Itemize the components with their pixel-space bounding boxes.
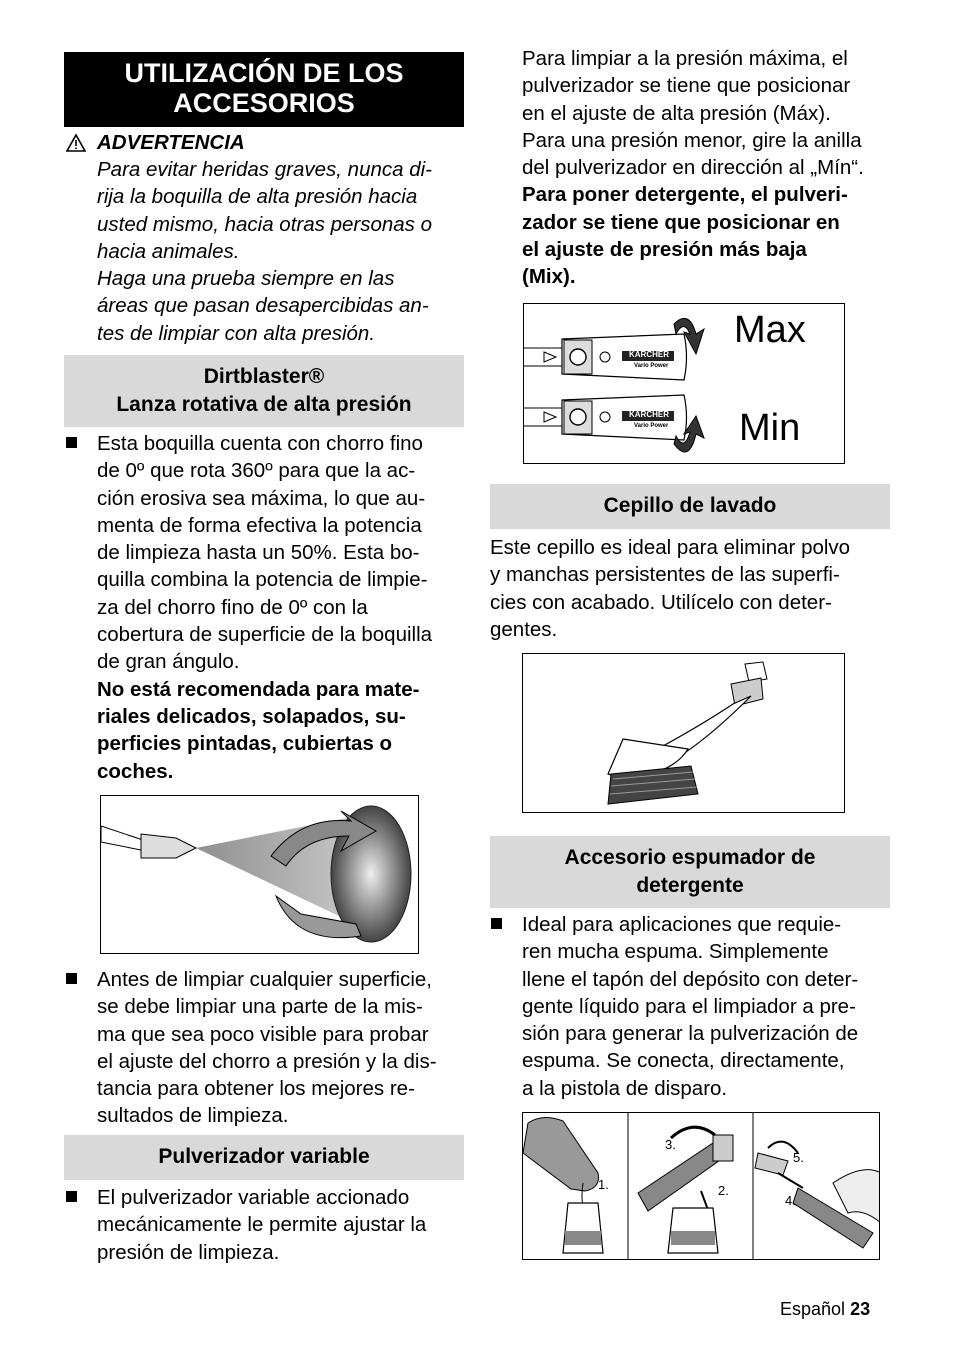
max-label: Max [734,309,806,351]
pressure-text [522,45,864,291]
heading-line: Dirtblaster® [203,365,325,388]
text-line: Esta boquilla cuenta con chorro fino [97,432,423,455]
text-line: cies con acabado. Utilícelo con deter- [490,590,832,614]
step-label-5: 5. [793,1150,804,1165]
bullet-marker [491,918,502,929]
text-line: de 0º que rota 360º para que la ac- [97,459,416,483]
step-label-2: 2. [718,1183,729,1198]
text-line: sión para generar la pulverización de [522,1022,859,1046]
dirtblaster-heading [64,355,464,427]
brush-text [490,534,850,643]
text-line: quilla combina la potencia de limpie- [97,568,428,592]
text-line: tes de limpiar con alta presión. [97,321,376,345]
step-label-3: 3. [665,1137,676,1152]
text-line-bold: No está recomendada para mate- [97,677,420,701]
dirtblaster-text [97,430,432,785]
text-line-bold: el ajuste de presión más baja [522,238,807,262]
text-line: áreas que pasan desapercibidas an- [97,294,429,318]
text-line: en el ajuste de alta presión (Máx). [522,101,831,125]
brand-subtitle: Vario Power [634,363,669,369]
page-number: 23 [850,1299,871,1319]
text-line-bold: Para poner detergente, el pulveri- [522,183,848,207]
foam-nozzle-figure [522,1112,880,1260]
text-line-bold: zador se tiene que posicionar en [522,210,840,234]
text-line: del pulverizador en dirección al „Mín“. [522,156,864,180]
text-line-bold: perficies pintadas, cubiertas o [97,732,393,756]
step-label-4: 4. [785,1193,796,1208]
text-line: Para una presión menor, gire la anilla [522,128,862,152]
text-line: za del chorro fino de 0º con la [97,595,368,619]
bullet-marker [66,973,77,984]
variable-text [97,1184,426,1266]
foam-heading [490,836,890,908]
warning-icon [66,133,86,153]
step-label-1: 1. [598,1177,609,1192]
text-line-bold: riales delicados, solapados, su- [97,704,406,728]
text-line: ren mucha espuma. Simplemente [522,940,829,964]
variable-heading: Pulverizador variable [64,1135,464,1180]
main-title [64,52,464,127]
bullet-marker [66,1191,77,1202]
text-line: a la pistola de disparo. [522,1076,728,1100]
text-line: Ideal para aplicaciones que requie- [522,913,842,936]
text-line: de gran ángulo. [97,650,240,674]
text-line: ma que sea poco visible para probar [97,1022,429,1046]
test-area-text [97,966,437,1130]
brand-logo: KÄRCHER [629,350,669,359]
text-line: pulverizador se tiene que posicionar [522,74,851,98]
heading-line: Accesorio espumador de [564,846,816,869]
heading-line: Lanza rotativa de alta presión [116,393,412,416]
text-line: Haga una prueba siempre en las [97,267,395,291]
text-line-bold: coches. [97,759,174,783]
text-line: gente líquido para el limpiador a pre- [522,994,856,1018]
text-line: ción erosiva sea máxima, lo que au- [97,486,426,510]
text-line: el ajuste del chorro a presión y la dis- [97,1049,437,1073]
text-line: Este cepillo es ideal para eliminar polvo [490,536,851,559]
text-line: y manchas persistentes de las superfi- [490,563,840,587]
text-line: Antes de limpiar cualquier superficie, [97,968,432,991]
min-label: Min [739,407,801,449]
brand-subtitle: Vario Power [634,423,669,429]
text-line: menta de forma efectiva la potencia [97,513,422,537]
text-line: Para limpiar a la presión máxima, el [522,47,848,70]
warning-text-1 [97,156,432,347]
text-line-bold: (Mix). [522,265,576,289]
dirtblaster-figure [100,795,419,954]
wash-brush-figure [522,653,845,813]
text-line: se debe limpiar una parte de la mis- [97,995,423,1019]
text-line: llene el tapón del depósito con deter- [522,967,859,991]
text-line: tancia para obtener los mejores re- [97,1077,415,1101]
main-title-line: ACCESORIOS [173,88,355,118]
text-line: El pulverizador variable accionado [97,1186,410,1209]
text-line: cobertura de superficie de la boquilla [97,623,433,647]
text-line: espuma. Se conecta, directamente, [522,1049,845,1073]
brush-heading: Cepillo de lavado [490,484,890,529]
text-line: sultados de limpieza. [97,1104,289,1128]
text-line: gentes. [490,617,558,641]
main-title-line: UTILIZACIÓN DE LOS [124,58,404,88]
brand-logo: KÄRCHER [629,410,669,419]
text-line: usted mismo, hacia otras personas o [97,212,432,236]
text-line: hacia animales. [97,239,240,263]
text-line: mecánicamente le permite ajustar la [97,1213,427,1237]
text-line: Para evitar heridas graves, nunca di- [97,158,433,181]
page-footer [780,1298,870,1320]
text-line: rija la boquilla de alta presión hacia [97,185,418,209]
warning-title: ADVERTENCIA [97,131,245,154]
foam-text [522,911,858,1102]
text-line: presión de limpieza. [97,1240,280,1264]
bullet-marker [66,437,77,448]
vario-power-figure [523,303,845,464]
heading-line: detergente [636,874,744,897]
footer-language: Español [780,1299,846,1319]
text-line: de limpieza hasta un 50%. Esta bo- [97,541,420,565]
